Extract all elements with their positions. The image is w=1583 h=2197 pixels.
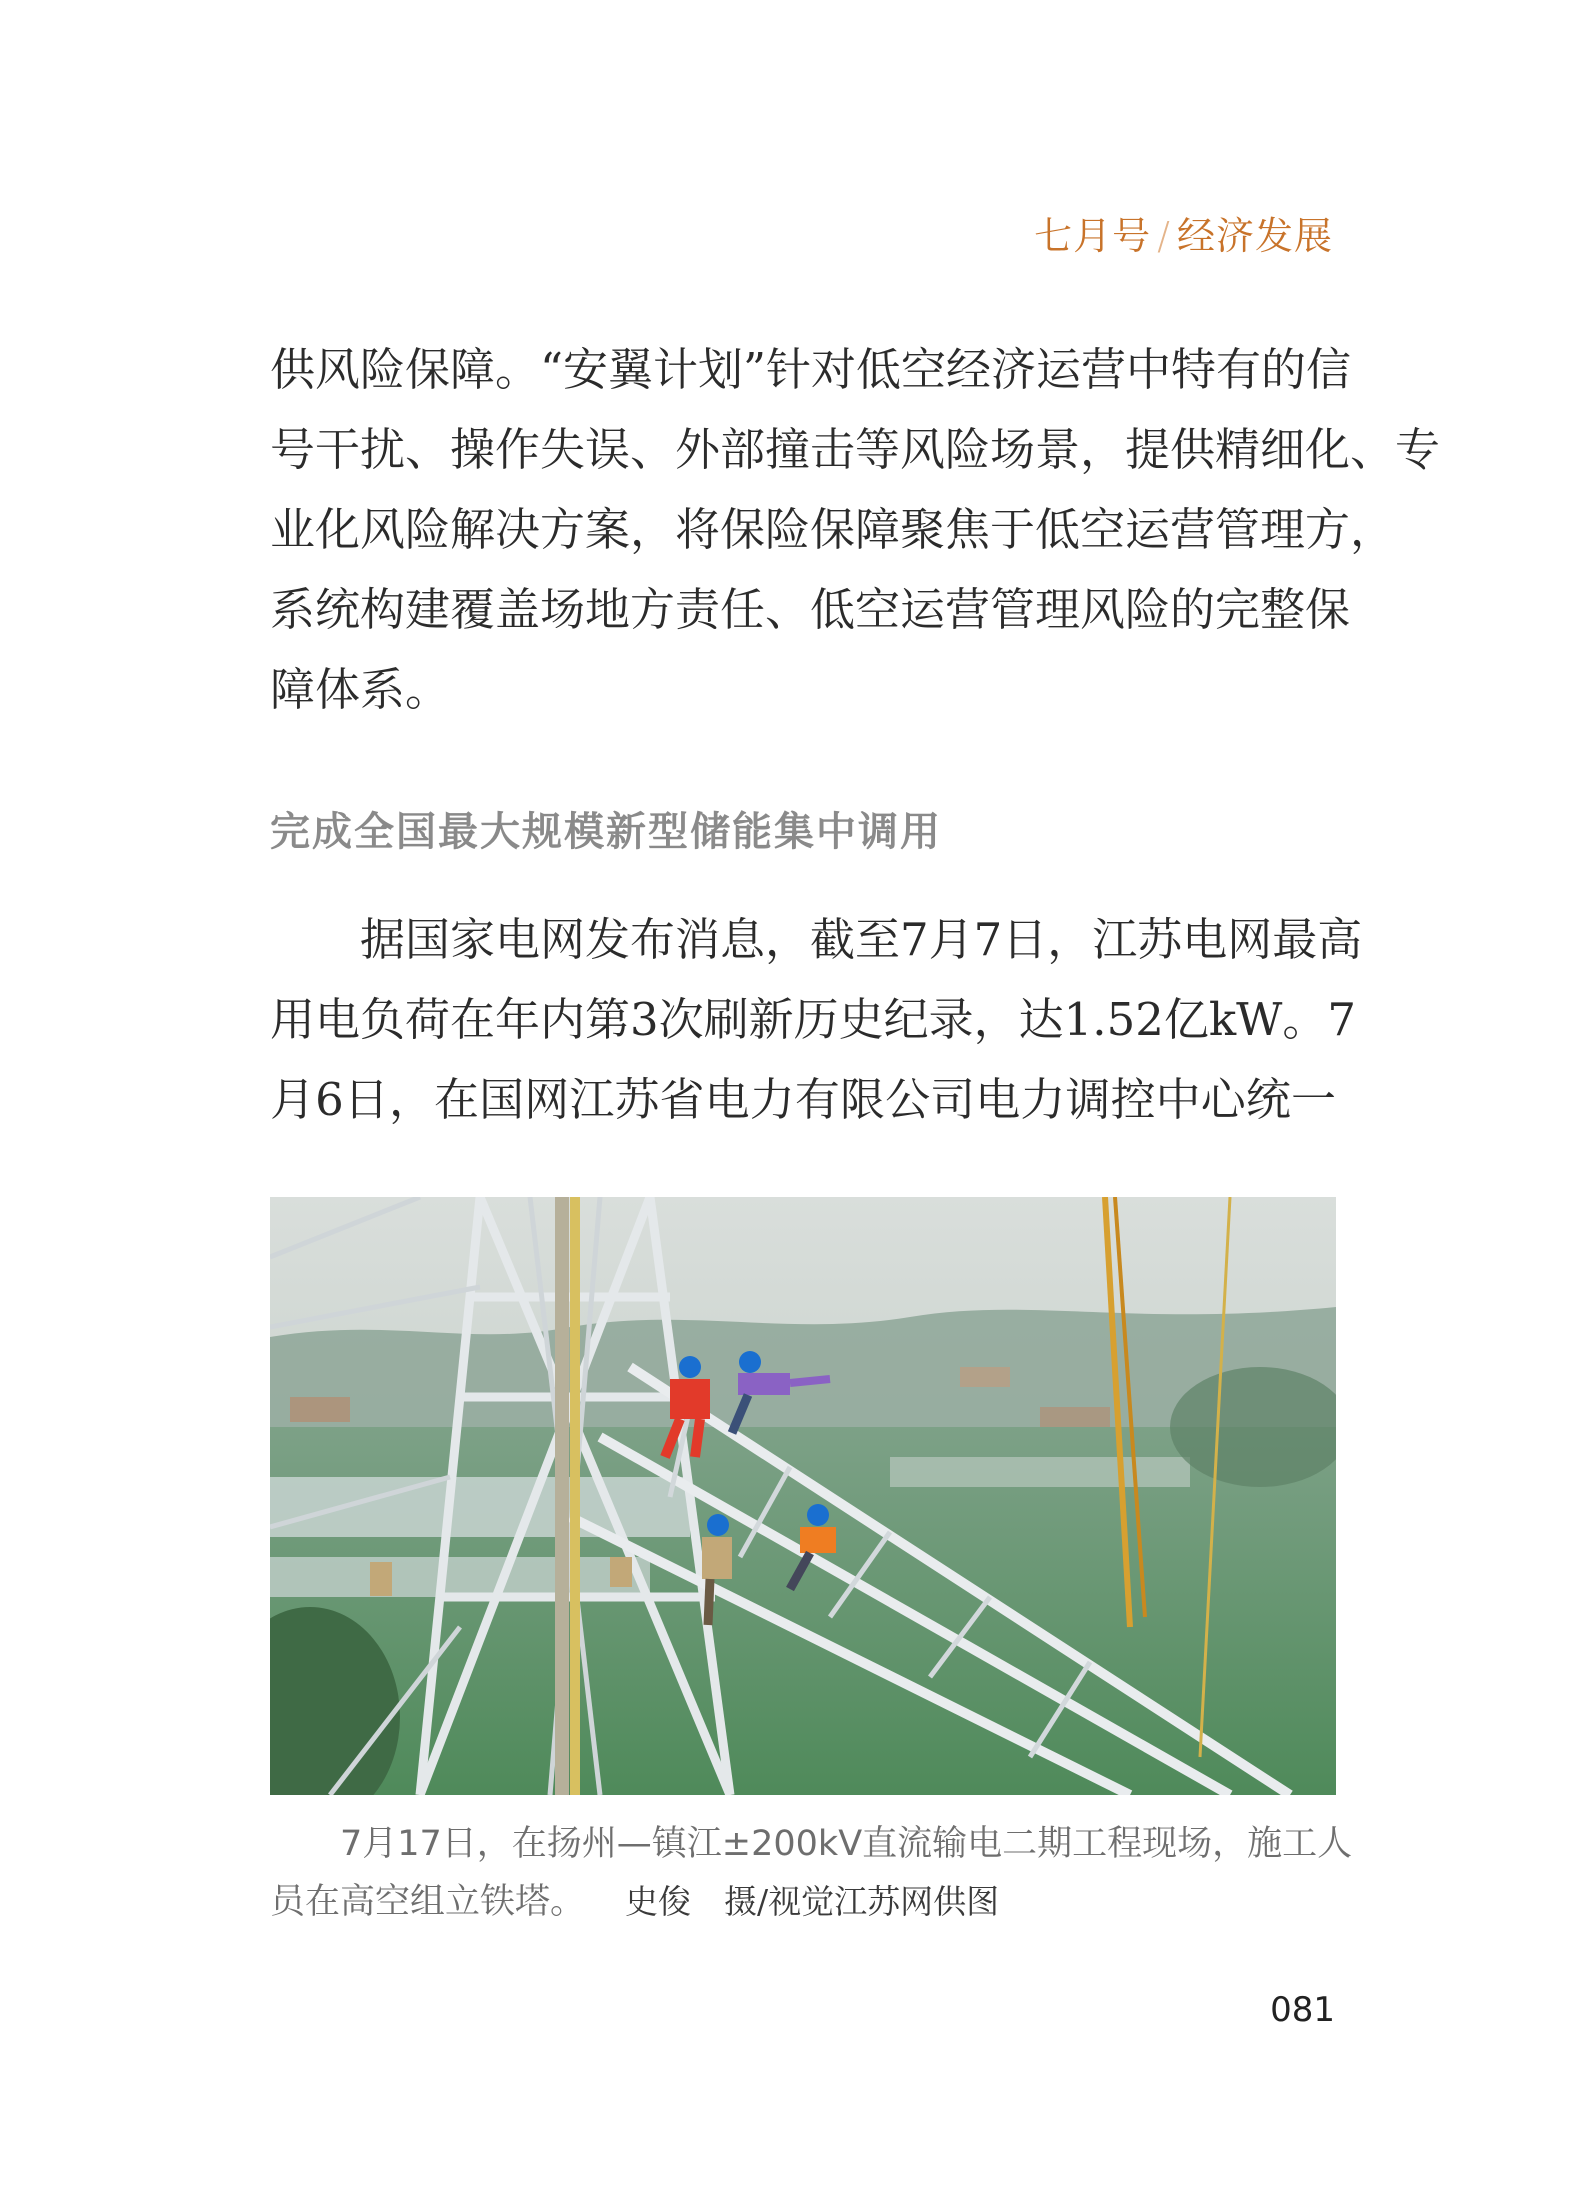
paragraph-line: 障体系。 [270,663,451,716]
paragraph-line: 业化风险解决方案，将保险保障聚焦于低空运营管理方， [270,503,1396,556]
paragraph-line: 号干扰、操作失误、外部撞击等风险场景，提供精细化、专 [270,423,1441,476]
paragraph-line: 据国家电网发布消息，截至7月7日，江苏电网最高 [360,913,1363,966]
header-separator: / [1157,214,1171,258]
photo-credit: 史俊 摄/视觉江苏网供图 [625,1882,1000,1921]
section-heading: 完成全国最大规模新型储能集中调用 [270,808,942,855]
paragraph-1 [270,330,1441,730]
page-number: 081 [1270,1990,1335,2030]
paragraph-line: 供风险保障。“安翼计划”针对低空经济运营中特有的信 [270,343,1352,396]
photo-caption [270,1815,1353,1931]
section-label: 经济发展 [1176,214,1333,258]
paragraph-line: 用电负荷在年内第3次刷新历史纪录，达1.52亿kW。7 [270,993,1356,1046]
issue-label: 七月号 [1034,214,1152,258]
paragraph-line: 月6日，在国网江苏省电力有限公司电力调控中心统一 [270,1073,1336,1126]
paragraph-line: 系统构建覆盖场地方责任、低空运营管理风险的完整保 [270,583,1351,636]
caption-line-2 [270,1873,1336,1931]
paragraph-2 [270,900,1363,1140]
caption-line: 7月17日，在扬州—镇江±200kV直流输电二期工程现场，施工人 [340,1824,1353,1864]
transmission-tower-photo [270,1197,1336,1795]
running-header [1034,205,1333,260]
caption-text: 员在高空组立铁塔。 [270,1882,586,1922]
